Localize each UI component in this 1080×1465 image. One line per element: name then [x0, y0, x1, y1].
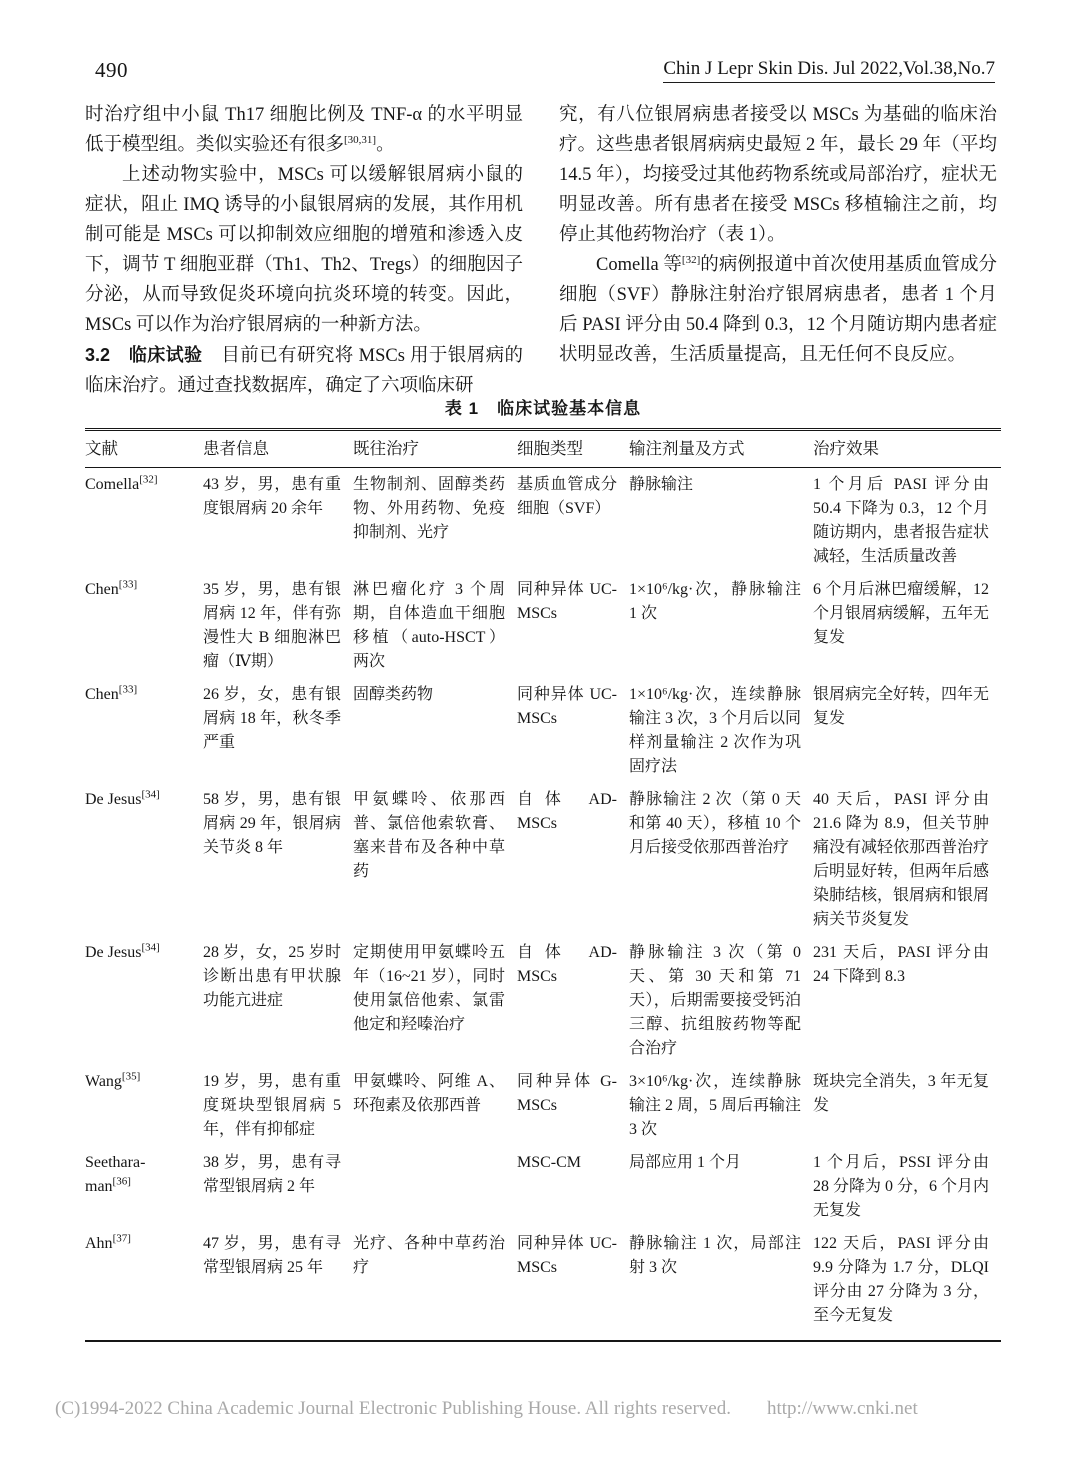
- cell-outcome: 231 天后，PASI 评分由 24 下降到 8.3: [813, 944, 989, 985]
- text-run: 。: [376, 135, 395, 155]
- column-header: 细胞类型: [517, 430, 629, 468]
- citation-superscript: [32]: [139, 473, 158, 486]
- cell-dose-route: 静脉输注 3 次（第 0 天、第 30 天和第 71 天），后期需要接受钙泊三醇、抗组胺药物等配合治疗: [629, 944, 801, 1057]
- reference-author: Wang: [85, 1073, 122, 1090]
- text-run: Comella 等: [596, 255, 682, 275]
- table-row: [85, 783, 1001, 936]
- table-caption: 表 1 临床试验基本信息: [444, 399, 642, 418]
- reference-author: Chen: [85, 686, 119, 703]
- cell-prior-treatment: [353, 1146, 517, 1227]
- citation-superscript: [37]: [112, 1232, 131, 1245]
- cell-dose-route: 1×10⁶/kg·次，静脉输注 1 次: [629, 581, 801, 622]
- copyright-notice: (C)1994-2022 China Academic Journal Electronic Publishing House. All rights reserved.: [55, 1398, 731, 1419]
- cell-prior-treatment: 淋巴瘤化疗 3 个周期，自体造血干细胞移植（auto-HSCT）两次: [353, 581, 505, 670]
- cell-patient-info: 35 岁，男，患有银屑病 12 年，伴有弥漫性大 B 细胞淋巴瘤（Ⅳ期）: [203, 581, 341, 670]
- cell-patient-info: 58 岁，男，患有银屑病 29 年，银屑病关节炎 8 年: [203, 791, 341, 856]
- text-run: 究，有八位银屑病患者接受以 MSCs 为基础的临床治疗。这些患者银屑病病史最短 2 年，最长 29 年（平均 14.5 年），均接受过其他药物系统或局部治疗，症状无明显改善。所有患者在接受 MSCs 移植输注之前，均停止其他药物治疗（表 1）。: [559, 105, 997, 245]
- paragraph: [85, 340, 523, 401]
- clinical-trials-table-block: [85, 394, 1001, 1342]
- cell-dose-route: 静脉输注 2 次（第 0 天和第 40 天），移植 10 个月后接受依那西普治疗: [629, 791, 801, 856]
- table-row: [85, 468, 1001, 574]
- right-text-column: [559, 100, 997, 401]
- cell-cell-type: MSC-CM: [517, 1154, 582, 1171]
- cell-reference: [85, 678, 203, 783]
- table-row: [85, 678, 1001, 783]
- cell-prior-treatment: 甲氨蝶呤、依那西普、氯倍他索软膏、塞来昔布及各种中草药: [353, 791, 505, 880]
- cell-prior-treatment: 甲氨蝶呤、阿维 A、环孢素及依那西普: [353, 1073, 505, 1114]
- reference-author: De Jesus: [85, 944, 142, 961]
- cell-prior-treatment: 光疗、各种中草药治疗: [353, 1235, 505, 1276]
- cell-reference: [85, 783, 203, 936]
- paragraph: [559, 250, 997, 370]
- cell-cell-type: 自体 AD-MSCs: [517, 791, 617, 832]
- table-row: [85, 936, 1001, 1065]
- cell-dose-route: 局部应用 1 个月: [629, 1154, 742, 1171]
- cell-prior-treatment: 定期使用甲氨蝶呤五年（16~21 岁），同时使用氯倍他索、氯雷他定和羟嗪治疗: [353, 944, 505, 1033]
- publisher-url: http://www.cnki.net: [766, 1398, 918, 1419]
- cell-prior-treatment: 固醇类药物: [353, 686, 434, 703]
- cell-cell-type: 同种异体 G-MSCs: [517, 1073, 617, 1114]
- text-run: 的病例报道中首次使用基质血管成分细胞（SVF）静脉注射治疗银屑病患者，患者 1 个月后 PASI 评分由 50.4 降到 0.3，12 个月随访期内患者症状明显改善，生活质量提高，且无任何不良反应。: [559, 255, 997, 365]
- table-row: [85, 1065, 1001, 1146]
- reference-author: De Jesus: [85, 791, 142, 808]
- cell-outcome: 银屑病完全好转，四年无复发: [813, 686, 990, 727]
- page-footer: [55, 1398, 1035, 1420]
- cell-outcome: 斑块完全消失，3 年无复发: [813, 1073, 989, 1114]
- cell-patient-info: 47 岁，男，患有寻常型银屑病 25 年: [203, 1235, 341, 1276]
- table-row: [85, 1227, 1001, 1341]
- cell-patient-info: 38 岁，男，患有寻常型银屑病 2 年: [203, 1154, 341, 1195]
- page-number: 490: [95, 58, 128, 82]
- citation-superscript: [32]: [681, 253, 701, 266]
- table-row: [85, 573, 1001, 678]
- column-header: 治疗效果: [813, 430, 1001, 468]
- cell-outcome: 40 天后，PASI 评分由 21.6 降为 8.9，但关节肿痛没有减轻依那西普治疗后明显好转，但两年后感染肺结核，银屑病和银屑病关节炎复发: [813, 791, 990, 928]
- reference-author: Seethara-man: [85, 1154, 146, 1195]
- body-text: [85, 100, 997, 401]
- left-text-column: [85, 100, 523, 401]
- citation-superscript: [36]: [112, 1175, 131, 1188]
- cell-dose-route: 静脉输注: [629, 476, 694, 493]
- cell-cell-type: 同种异体 UC-MSCs: [517, 1235, 617, 1276]
- journal-citation: Chin J Lepr Skin Dis. Jul 2022,Vol.38,No.7: [663, 58, 995, 83]
- cell-outcome: 1 个月后，PSSI 评分由 28 分降为 0 分，6 个月内无复发: [813, 1154, 990, 1219]
- cell-reference: [85, 1065, 203, 1146]
- column-header: 既往治疗: [353, 430, 517, 468]
- cell-outcome: 1 个月后 PASI 评分由 50.4 下降为 0.3，12 个月随访期内，患者报告症状减轻，生活质量改善: [813, 476, 990, 565]
- text-run: 时治疗组中小鼠 Th17 细胞比例及 TNF-α 的水平明显低于模型组。类似实验还有很多: [85, 105, 523, 155]
- table-row: [85, 1146, 1001, 1227]
- inline-section-heading: 3.2 临床试验: [85, 345, 203, 365]
- cell-outcome: 122 天后，PASI 评分由 9.9 分降为 1.7 分，DLQI 评分由 27 分降为 3 分，至今无复发: [813, 1235, 989, 1324]
- paragraph: [85, 100, 523, 160]
- table-header-row: [85, 430, 1001, 468]
- cell-patient-info: 28 岁，女，25 岁时诊断出患有甲状腺功能亢进症: [203, 944, 341, 1009]
- citation-superscript: [30,31]: [344, 133, 377, 146]
- text-run: 目前已有研究将 MSCs 用于银屑病的临床治疗。通过查找数据库，确定了六项临床研: [85, 346, 523, 396]
- cell-patient-info: 19 岁，男，患有重度斑块型银屑病 5 年，伴有抑郁症: [203, 1073, 341, 1138]
- cell-patient-info: 26 岁，女，患有银屑病 18 年，秋冬季严重: [203, 686, 341, 751]
- text-run: 上述动物实验中，MSCs 可以缓解银屑病小鼠的症状，阻止 IMQ 诱导的小鼠银屑病的发展，其作用机制可能是 MSCs 可以抑制效应细胞的增殖和渗透入皮下，调节 T 细胞亚群（Th1、Th2、Tregs）的细胞因子分泌，从而导致促炎环境向抗炎环境的转变。因此，MSCs 可以作为治疗银屑病的一种新方法。: [85, 165, 523, 335]
- citation-superscript: [35]: [121, 1070, 141, 1083]
- column-header: 输注剂量及方式: [629, 430, 813, 468]
- cell-cell-type: 同种异体 UC-MSCs: [517, 686, 617, 727]
- citation-superscript: [33]: [118, 578, 138, 591]
- cell-outcome: 6 个月后淋巴瘤缓解，12 个月银屑病缓解，五年无复发: [813, 581, 990, 646]
- cell-reference: [85, 936, 203, 1065]
- cell-cell-type: 同种异体 UC-MSCs: [517, 581, 617, 622]
- cell-dose-route: 1×10⁶/kg·次，连续静脉输注 3 次，3 个月后以同样剂量输注 2 次作为巩固疗法: [629, 686, 802, 775]
- cell-dose-route: 静脉输注 1 次，局部注射 3 次: [629, 1235, 801, 1276]
- cell-prior-treatment: 生物制剂、固醇类药物、外用药物、免疫抑制剂、光疗: [353, 476, 505, 541]
- cell-reference: [85, 468, 203, 574]
- cell-reference: [85, 1227, 203, 1341]
- reference-author: Chen: [85, 581, 119, 598]
- cell-dose-route: 3×10⁶/kg·次，连续静脉输注 2 周，5 周后再输注 3 次: [629, 1073, 802, 1138]
- paragraph: [85, 160, 523, 340]
- cell-patient-info: 43 岁，男，患有重度银屑病 20 余年: [203, 476, 341, 517]
- paragraph: [559, 100, 997, 250]
- cell-reference: [85, 573, 203, 678]
- page-header: [95, 58, 995, 83]
- column-header: 文献: [85, 430, 203, 468]
- citation-superscript: [34]: [141, 941, 160, 954]
- column-header: 患者信息: [203, 430, 353, 468]
- cell-cell-type: 自体 AD-MSCs: [517, 944, 617, 985]
- cell-cell-type: 基质血管成分细胞（SVF）: [517, 476, 617, 517]
- clinical-trials-table: [85, 428, 1001, 1342]
- reference-author: Ahn: [85, 1235, 113, 1252]
- reference-author: Comella: [85, 476, 140, 493]
- cell-reference: [85, 1146, 203, 1227]
- citation-superscript: [33]: [118, 683, 138, 696]
- citation-superscript: [34]: [141, 788, 160, 801]
